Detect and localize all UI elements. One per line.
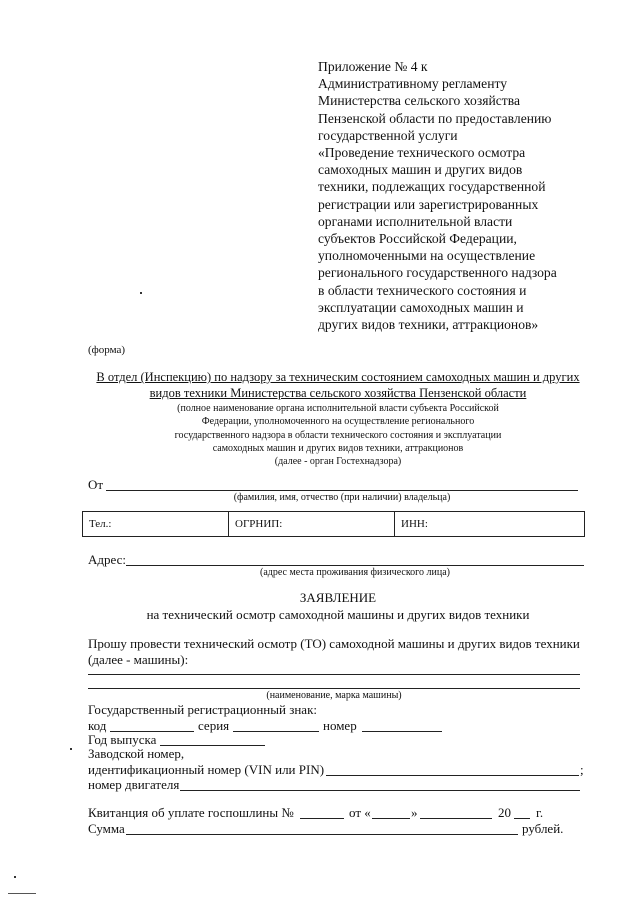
machine-field-1[interactable] [88,674,580,675]
form-label: (форма) [88,344,126,356]
engine-field[interactable] [180,790,580,791]
request-line-1: Прошу провести технический осмотр (ТО) самоходной машины и других видов техники [88,636,580,651]
ogrnip-label: ОГРНИП: [235,518,283,530]
document-title: ЗАЯВЛЕНИЕ [299,590,377,605]
phone-label: Тел.: [89,518,112,530]
year-label: Год выпуска [88,732,157,747]
sum-field[interactable] [126,834,518,835]
note-line: самоходных машин и других видов техники, аттракционов [212,442,464,454]
annex-line: самоходных машин и других видов [318,162,523,178]
receipt-year-field[interactable] [514,818,530,819]
registration-label: Государственный регистрационный знак: [88,702,317,717]
vin-label: идентификационный номер (VIN или PIN) [88,762,325,777]
annex-line: регионального государственного надзора [318,265,557,281]
inn-cell[interactable] [395,512,584,536]
engine-label: номер двигателя [88,777,180,792]
document-subtitle: на технический осмотр самоходной машины и других видов техники [146,607,530,622]
receipt-number-field[interactable] [300,818,344,819]
annex-line: Пензенской области по предоставлению [318,110,552,126]
code-label: код [88,718,107,733]
annex-line: Министерства сельского хозяйства [318,93,520,109]
scan-dot [140,292,142,294]
from-caption: (фамилия, имя, отчество (при наличии) владельца) [233,492,451,503]
address-field[interactable] [126,565,584,566]
annex-line: техники, подлежащих государственной [318,179,546,195]
inn-label: ИНН: [401,518,428,530]
series-field[interactable] [233,731,319,732]
series-label: серия [198,718,230,733]
note-line: (полное наименование органа исполнительной власти субъекта Российской [177,403,499,414]
from-label: От [88,477,104,492]
address-caption: (адрес места проживания физического лица) [259,567,450,578]
annex-line: субъектов Российской Федерации, [318,231,517,247]
scan-dot [14,876,16,878]
annex-line: уполномоченными на осуществление [318,248,536,264]
number-field[interactable] [362,731,442,732]
scan-dot [70,748,72,750]
receipt-year-suffix: г. [536,805,544,820]
receipt-day-field[interactable] [372,818,410,819]
sum-label: Сумма [88,821,125,836]
receipt-label: Квитанция об уплате госпошлины № [88,805,294,820]
annex-line: эксплуатации самоходных машин и [318,299,524,315]
annex-line: Приложение № 4 к [318,59,428,74]
department-line-2: видов техники Министерства сельского хозяйства Пензенской области [149,386,527,400]
machine-field-2[interactable] [88,688,580,689]
scan-mark [8,893,36,894]
request-line-2: (далее - машины): [88,652,189,667]
note-line: государственного надзора в области технического состояния и эксплуатации [174,429,502,441]
receipt-from-label: от « [349,805,371,820]
annex-line: государственной услуги [318,127,458,143]
phone-cell[interactable] [83,512,229,536]
receipt-year-prefix: 20 [498,805,511,820]
from-field[interactable] [106,490,578,491]
vin-field[interactable] [326,775,579,776]
sum-unit: рублей. [522,821,564,836]
number-label: номер [323,718,357,733]
annex-line: «Проведение технического осмотра [318,145,526,161]
annex-line: регистрации или зарегистрированных [318,196,539,212]
receipt-month-field[interactable] [420,818,492,819]
annex-line: других видов техники, аттракционов» [318,317,539,333]
address-label: Адрес: [88,552,126,567]
ogrnip-cell[interactable] [229,512,395,536]
contacts-table [82,511,585,537]
note-line: (далее - орган Гостехнадзора) [274,456,402,468]
annex-line: органами исполнительной власти [318,213,513,229]
annex-header [318,58,618,333]
machine-caption: (наименование, марка машины) [266,690,402,701]
department-line-1: В отдел (Инспекцию) по надзору за техническим состоянием самоходных машин и других [96,370,580,384]
annex-line: в области технического состояния и [318,282,527,298]
note-line: Федерации, уполномоченного на осуществление регионального [201,416,475,428]
annex-line: Административному регламенту [318,76,508,92]
receipt-close-quote: » [411,805,418,820]
vin-end: ; [580,762,584,777]
factory-number-label: Заводской номер, [88,746,185,761]
department-note [88,402,588,468]
